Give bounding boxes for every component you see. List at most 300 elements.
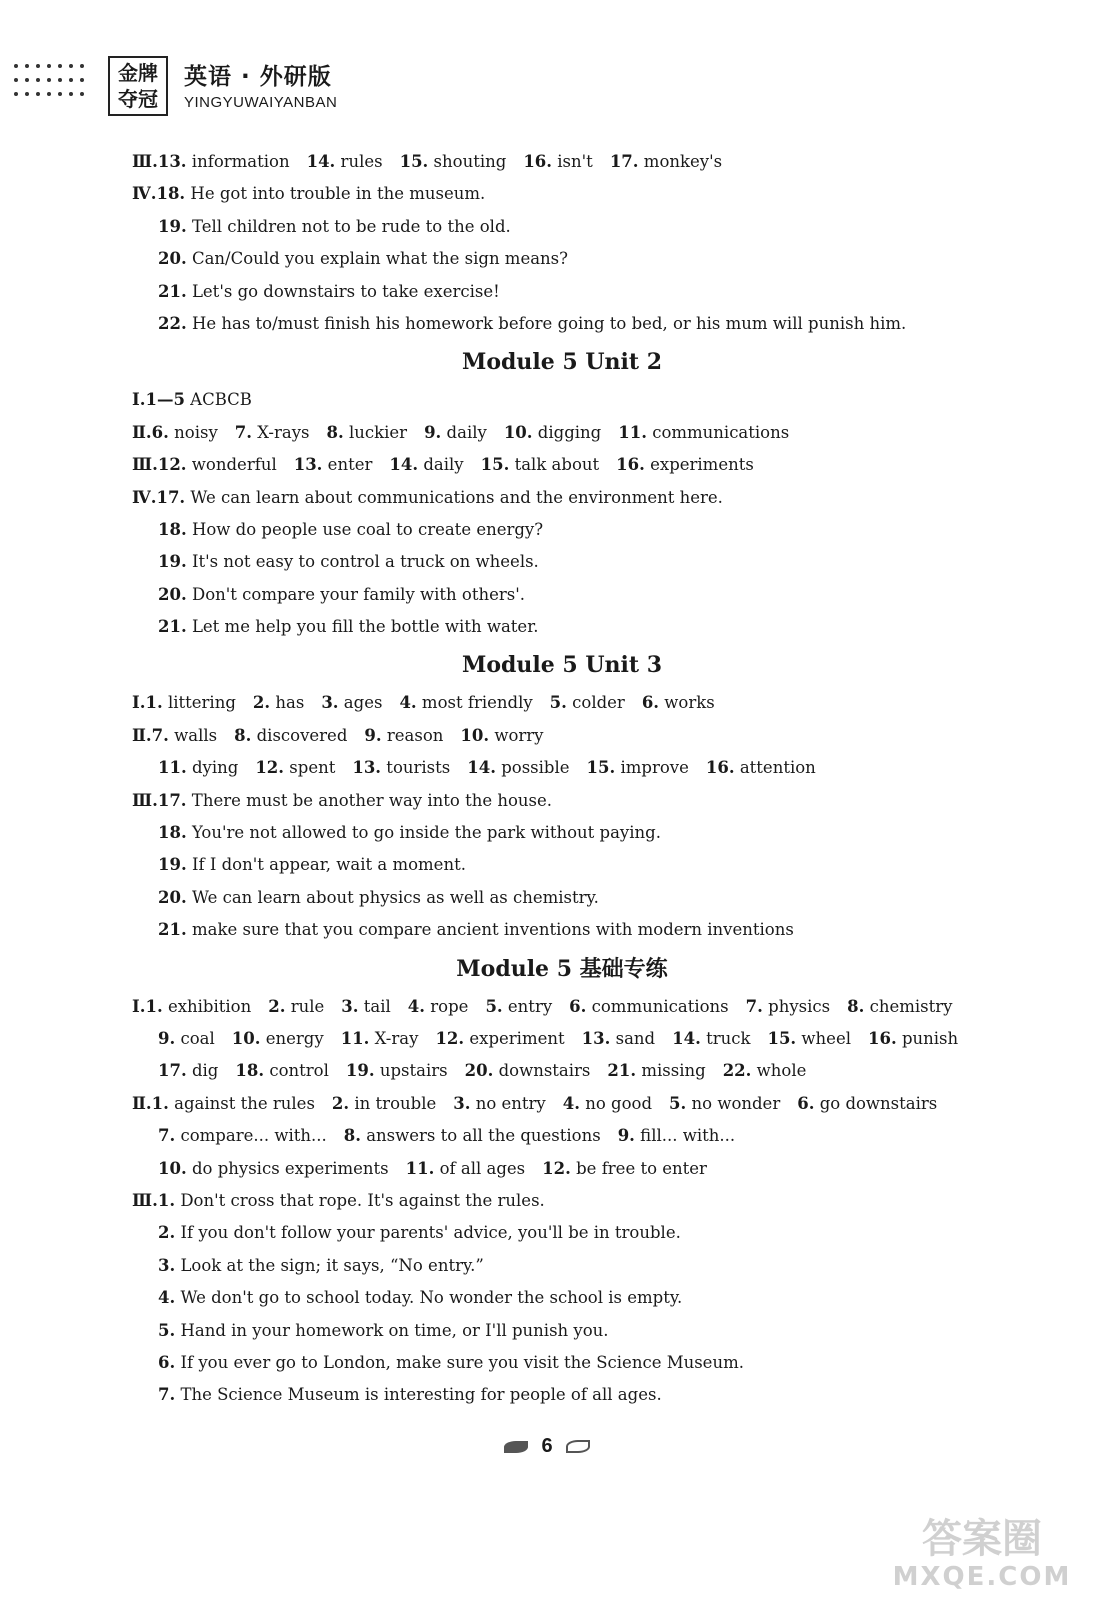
section-numeral: Ⅲ.	[132, 1190, 158, 1210]
answer-item	[550, 693, 625, 712]
answer-line	[132, 1315, 992, 1347]
item-answer: He got into trouble in the museum.	[185, 184, 486, 204]
item-answer: wonderful	[186, 455, 277, 475]
item-number: 10.	[231, 1028, 261, 1048]
item-number: 12.	[542, 1158, 571, 1178]
brand-logo	[108, 56, 168, 116]
item-number: 8.	[234, 725, 252, 745]
answer-item	[235, 423, 310, 442]
answer-line	[132, 178, 992, 210]
answer-item	[158, 249, 568, 268]
item-answer: communications	[646, 422, 790, 442]
answer-line	[132, 1217, 992, 1249]
item-answer: dig	[186, 1061, 219, 1081]
page-header	[0, 0, 1094, 130]
item-answer: daily	[441, 422, 487, 442]
watermark	[882, 1516, 1082, 1592]
answer-item	[352, 758, 450, 777]
item-number: 12.	[435, 1028, 465, 1048]
item-number: 17.	[158, 1061, 187, 1081]
item-number: 9.	[364, 725, 382, 745]
item-number: 13.	[352, 758, 382, 778]
item-number: 1.	[145, 693, 163, 713]
item-number: 10.	[503, 422, 533, 442]
answer-item	[158, 823, 661, 842]
item-number: 7.	[745, 996, 763, 1016]
answer-item	[158, 920, 794, 939]
item-answer: energy	[260, 1028, 324, 1048]
item-answer: no good	[579, 1093, 653, 1113]
answer-item	[232, 1029, 324, 1048]
item-answer: Hand in your homework on time, or I'll punish you.	[175, 1320, 609, 1340]
item-answer: Can/Could you explain what the sign means?	[186, 249, 568, 269]
item-number: 16.	[868, 1028, 897, 1048]
answer-item	[587, 758, 689, 777]
item-number: 9.	[617, 1126, 635, 1146]
section-numeral: Ⅰ.	[132, 693, 146, 713]
answer-item	[453, 1094, 546, 1113]
answer-item	[618, 423, 789, 442]
item-answer: If I don't appear, wait a moment.	[186, 855, 466, 875]
leaf-right-icon	[566, 1440, 590, 1453]
answer-item	[341, 1029, 419, 1048]
answer-item	[158, 1061, 218, 1080]
answer-item	[234, 726, 347, 745]
watermark-url: MXQE.COM	[892, 1562, 1072, 1592]
answer-item	[156, 488, 722, 507]
item-answer: downstairs	[493, 1061, 591, 1081]
item-answer: ACBCB	[184, 390, 252, 410]
item-number: 14.	[306, 152, 336, 171]
item-answer: sand	[610, 1028, 656, 1048]
answer-line	[132, 449, 992, 481]
item-number: 4.	[407, 996, 426, 1016]
item-number: 14.	[467, 758, 496, 778]
item-number: 18.	[235, 1061, 265, 1081]
answer-item	[158, 1223, 681, 1242]
item-answer: possible	[495, 758, 570, 778]
answer-item	[868, 1029, 958, 1048]
answer-item	[607, 1061, 705, 1080]
item-number: 15.	[480, 455, 510, 475]
item-answer: daily	[418, 455, 464, 475]
item-answer: Don't cross that rope. It's against the rules.	[175, 1190, 545, 1210]
item-answer: isn't	[552, 152, 593, 171]
item-answer: colder	[566, 693, 625, 713]
item-number: 2.	[331, 1093, 350, 1113]
item-answer: works	[659, 693, 715, 713]
item-number: 3.	[453, 1093, 471, 1113]
answer-line	[132, 1088, 992, 1120]
item-answer: coal	[175, 1028, 215, 1048]
section-numeral: Ⅲ.	[132, 455, 158, 475]
answer-item	[158, 791, 552, 810]
decorative-dots	[14, 64, 96, 106]
item-answer: enter	[322, 455, 373, 475]
page-footer	[0, 1435, 1094, 1458]
item-answer: be free to enter	[570, 1158, 707, 1178]
logo-line-2: 夺冠	[118, 87, 158, 111]
answer-line	[132, 146, 992, 178]
answer-item	[158, 455, 277, 474]
answer-line	[132, 991, 992, 1023]
answer-item	[152, 423, 218, 442]
answer-line	[132, 514, 992, 546]
item-answer: attention	[734, 758, 816, 778]
item-number: 4.	[562, 1093, 580, 1113]
item-answer: wheel	[796, 1028, 851, 1048]
item-number: 8.	[343, 1126, 361, 1146]
answer-item	[158, 1126, 327, 1145]
item-number: 14.	[389, 455, 419, 475]
item-answer: rules	[335, 152, 383, 171]
item-number: 17.	[156, 487, 186, 507]
answer-item	[158, 1353, 744, 1372]
item-answer: spent	[284, 758, 336, 778]
item-number: 5.	[669, 1093, 687, 1113]
answer-item	[253, 693, 304, 712]
answer-line	[132, 611, 992, 643]
answer-item	[465, 1061, 591, 1080]
item-answer: against the rules	[168, 1093, 315, 1113]
item-answer: tourists	[381, 758, 451, 778]
answer-item	[158, 1288, 682, 1307]
item-number: 6.	[569, 996, 587, 1016]
answer-item	[321, 693, 382, 712]
item-number: 16.	[705, 758, 735, 778]
item-answer: The Science Museum is interesting for people of all ages.	[175, 1385, 662, 1405]
answer-line	[132, 752, 992, 784]
answer-line	[132, 1023, 992, 1055]
item-answer: luckier	[343, 422, 408, 442]
item-number: 11.	[158, 758, 187, 778]
section-numeral: Ⅰ.	[132, 996, 146, 1016]
item-answer: We can learn about communications and the environment here.	[185, 487, 723, 507]
answer-item	[467, 758, 569, 777]
item-answer: whole	[751, 1061, 807, 1081]
item-number: 22.	[722, 1061, 752, 1081]
answer-item	[642, 693, 715, 712]
answer-item	[847, 997, 952, 1016]
item-answer: We don't go to school today. No wonder the school is empty.	[175, 1288, 683, 1308]
answer-item	[158, 1256, 484, 1275]
answer-line	[132, 482, 992, 514]
item-number: 12.	[157, 455, 187, 475]
item-answer: experiments	[644, 455, 754, 475]
item-answer: ages	[338, 693, 383, 713]
section-numeral: Ⅰ.	[132, 390, 146, 410]
item-answer: talk about	[509, 455, 600, 475]
item-answer: tail	[358, 996, 391, 1016]
item-number: 5.	[549, 693, 567, 713]
item-answer: punish	[896, 1028, 959, 1048]
item-number: 9.	[424, 422, 442, 442]
item-number: 4.	[158, 1288, 176, 1308]
page-number: 6	[541, 1435, 553, 1457]
item-answer: control	[264, 1061, 329, 1081]
answer-item	[158, 1191, 545, 1210]
item-number: 20.	[464, 1061, 494, 1081]
item-answer: rope	[425, 996, 469, 1016]
item-number: 5.	[485, 996, 503, 1016]
answer-item	[672, 1029, 750, 1048]
answer-item	[563, 1094, 652, 1113]
answer-item	[723, 1061, 807, 1080]
item-number: 10.	[460, 725, 490, 745]
answer-line	[132, 1153, 992, 1185]
answer-item	[406, 1159, 526, 1178]
answer-item	[400, 152, 507, 171]
item-number: 15.	[586, 758, 616, 778]
answer-item	[389, 455, 463, 474]
item-answer: You're not allowed to go inside the park without paying.	[186, 823, 661, 843]
section-heading: Module 5 Unit 3	[461, 652, 663, 679]
answer-line	[132, 849, 992, 881]
section-numeral: Ⅳ.	[132, 487, 157, 507]
answer-item	[332, 1094, 436, 1113]
item-number: 7.	[151, 725, 169, 745]
item-number: 19.	[345, 1061, 375, 1081]
item-number: 11.	[340, 1028, 370, 1048]
section-heading: Module 5 基础专练	[456, 955, 668, 982]
item-answer: has	[270, 693, 305, 713]
answer-item	[145, 390, 251, 409]
answer-item	[145, 997, 251, 1016]
item-answer: chemistry	[864, 996, 953, 1016]
answer-line	[132, 720, 992, 752]
answer-line	[132, 211, 992, 243]
leaf-left-icon	[504, 1441, 528, 1453]
item-answer: compare... with...	[175, 1126, 327, 1146]
answer-item	[618, 1126, 735, 1145]
answer-item	[346, 1061, 448, 1080]
item-number: 21.	[607, 1061, 637, 1081]
item-number: 15.	[767, 1028, 797, 1048]
answer-item	[158, 855, 466, 874]
item-answer: Look at the sign; it says, “No entry.”	[175, 1255, 484, 1275]
item-answer: littering	[162, 693, 236, 713]
item-number: 9.	[158, 1028, 176, 1048]
item-answer: entry	[502, 996, 553, 1016]
answer-line	[132, 1185, 992, 1217]
answer-item	[569, 997, 729, 1016]
section-numeral: Ⅱ.	[132, 725, 152, 745]
answer-content	[132, 146, 992, 1412]
item-answer: truck	[700, 1028, 751, 1048]
item-number: 20.	[158, 249, 187, 269]
answer-line	[132, 1347, 992, 1379]
item-number: 8.	[847, 996, 865, 1016]
answer-item	[145, 693, 235, 712]
answer-item	[158, 888, 599, 907]
item-answer: discovered	[251, 725, 348, 745]
answer-item	[485, 997, 552, 1016]
answer-item	[158, 552, 539, 571]
answer-line	[132, 914, 992, 946]
answer-item	[435, 1029, 564, 1048]
answer-item	[268, 997, 324, 1016]
section-numeral: Ⅳ.	[132, 184, 157, 204]
answer-item	[523, 152, 593, 171]
item-number: 18.	[156, 184, 186, 204]
answer-item	[294, 455, 373, 474]
answer-item	[797, 1094, 937, 1113]
item-number: 14.	[672, 1028, 701, 1048]
item-number: 1.	[145, 996, 163, 1016]
item-number: 1—5	[145, 390, 185, 410]
item-number: 11.	[618, 422, 647, 442]
answer-item	[616, 455, 754, 474]
item-number: 4.	[399, 693, 417, 713]
item-number: 18.	[158, 519, 187, 539]
answer-line	[132, 384, 992, 416]
watermark-text: 答案圈	[922, 1516, 1042, 1562]
item-number: 1.	[157, 1190, 176, 1210]
answer-line	[132, 276, 992, 308]
section-numeral: Ⅱ.	[132, 1093, 152, 1113]
item-answer: physics	[762, 996, 831, 1016]
item-answer: rule	[285, 996, 325, 1016]
answer-line	[132, 243, 992, 275]
item-number: 22.	[158, 313, 187, 333]
item-number: 8.	[326, 422, 344, 442]
answer-line	[132, 785, 992, 817]
answer-line	[132, 1282, 992, 1314]
answer-line	[132, 546, 992, 578]
answer-line	[132, 882, 992, 914]
item-number: 2.	[252, 693, 271, 713]
answer-item	[235, 1061, 329, 1080]
item-number: 6.	[151, 422, 169, 442]
item-answer: in trouble	[349, 1093, 437, 1113]
answer-item	[344, 1126, 601, 1145]
item-number: 13.	[581, 1028, 611, 1048]
answer-item	[158, 758, 238, 777]
answer-item	[582, 1029, 655, 1048]
answer-line	[132, 1379, 992, 1411]
item-number: 12.	[255, 758, 285, 778]
item-answer: make sure that you compare ancient inventions with modern inventions	[186, 920, 794, 940]
subject-pinyin: YINGYUWAIYANBAN	[184, 94, 338, 111]
answer-item	[504, 423, 601, 442]
item-number: 11.	[405, 1158, 435, 1178]
answer-item	[158, 1159, 389, 1178]
answer-line	[132, 308, 992, 340]
answer-item	[156, 184, 485, 203]
item-answer: Don't compare your family with others'.	[186, 584, 526, 604]
answer-item	[341, 997, 391, 1016]
answer-line	[132, 817, 992, 849]
item-number: 15.	[399, 152, 429, 171]
answer-line	[132, 1250, 992, 1282]
item-number: 1.	[151, 1093, 169, 1113]
item-number: 3.	[321, 693, 339, 713]
answer-item	[610, 152, 722, 171]
item-number: 7.	[234, 422, 252, 442]
item-answer: do physics experiments	[186, 1158, 389, 1178]
section-heading: Module 5 Unit 2	[461, 349, 663, 376]
answer-item	[158, 314, 906, 333]
answer-item	[158, 282, 500, 301]
item-answer: experiment	[464, 1028, 565, 1048]
item-number: 7.	[158, 1126, 176, 1146]
section-numeral: Ⅲ.	[132, 790, 158, 810]
item-answer: There must be another way into the house.	[186, 790, 553, 810]
answer-item	[158, 1029, 215, 1048]
item-number: 19.	[158, 216, 187, 236]
item-answer: If you don't follow your parents' advice, you'll be in trouble.	[175, 1223, 681, 1243]
item-number: 17.	[609, 152, 639, 171]
answer-item	[152, 1094, 315, 1113]
item-number: 6.	[797, 1093, 815, 1113]
item-answer: Let's go downstairs to take exercise!	[186, 281, 500, 301]
item-answer: worry	[489, 725, 544, 745]
item-answer: communications	[586, 996, 729, 1016]
answer-item	[669, 1094, 780, 1113]
answer-item	[158, 152, 290, 171]
item-number: 10.	[158, 1158, 187, 1178]
item-number: 13.	[157, 152, 187, 171]
answer-item	[307, 152, 383, 171]
answer-line	[132, 417, 992, 449]
item-answer: missing	[636, 1061, 706, 1081]
item-number: 6.	[158, 1352, 176, 1372]
item-number: 19.	[158, 855, 187, 875]
item-answer: We can learn about physics as well as chemistry.	[186, 887, 599, 907]
item-answer: most friendly	[416, 693, 533, 713]
item-number: 19.	[158, 552, 187, 572]
answer-line	[132, 579, 992, 611]
item-answer: of all ages	[434, 1158, 526, 1178]
item-answer: answers to all the questions	[360, 1126, 601, 1146]
answer-item	[481, 455, 600, 474]
item-answer: exhibition	[162, 996, 252, 1016]
item-answer: walls	[168, 725, 218, 745]
item-answer: shouting	[428, 152, 507, 171]
answer-item	[255, 758, 335, 777]
item-answer: fill... with...	[634, 1126, 736, 1146]
item-answer: If you ever go to London, make sure you visit the Science Museum.	[175, 1352, 744, 1372]
item-answer: no entry	[470, 1093, 546, 1113]
item-number: 20.	[158, 584, 187, 604]
answer-item	[408, 997, 469, 1016]
item-answer: Let me help you fill the bottle with water.	[186, 617, 539, 637]
item-answer: X-rays	[252, 422, 310, 442]
answer-line	[132, 1055, 992, 1087]
item-answer: reason	[381, 725, 444, 745]
answer-line	[132, 1120, 992, 1152]
item-number: 16.	[616, 455, 645, 475]
logo-line-1: 金牌	[118, 61, 158, 85]
section-numeral: Ⅲ.	[132, 152, 158, 171]
item-answer: noisy	[168, 422, 218, 442]
answer-item	[364, 726, 443, 745]
answer-item	[327, 423, 408, 442]
item-answer: dying	[186, 758, 239, 778]
subject-title: 英语 · 外研版	[184, 64, 332, 90]
item-number: 2.	[158, 1223, 176, 1243]
item-answer: information	[186, 152, 290, 171]
item-answer: X-ray	[369, 1028, 419, 1048]
item-answer: monkey's	[638, 152, 723, 171]
item-number: 3.	[341, 996, 359, 1016]
item-answer: He has to/must finish his homework before going to bed, or his mum will punish him.	[186, 313, 907, 333]
answer-item	[424, 423, 487, 442]
item-number: 20.	[158, 887, 187, 907]
item-number: 13.	[293, 455, 323, 475]
item-number: 16.	[523, 152, 553, 171]
answer-item	[746, 997, 830, 1016]
